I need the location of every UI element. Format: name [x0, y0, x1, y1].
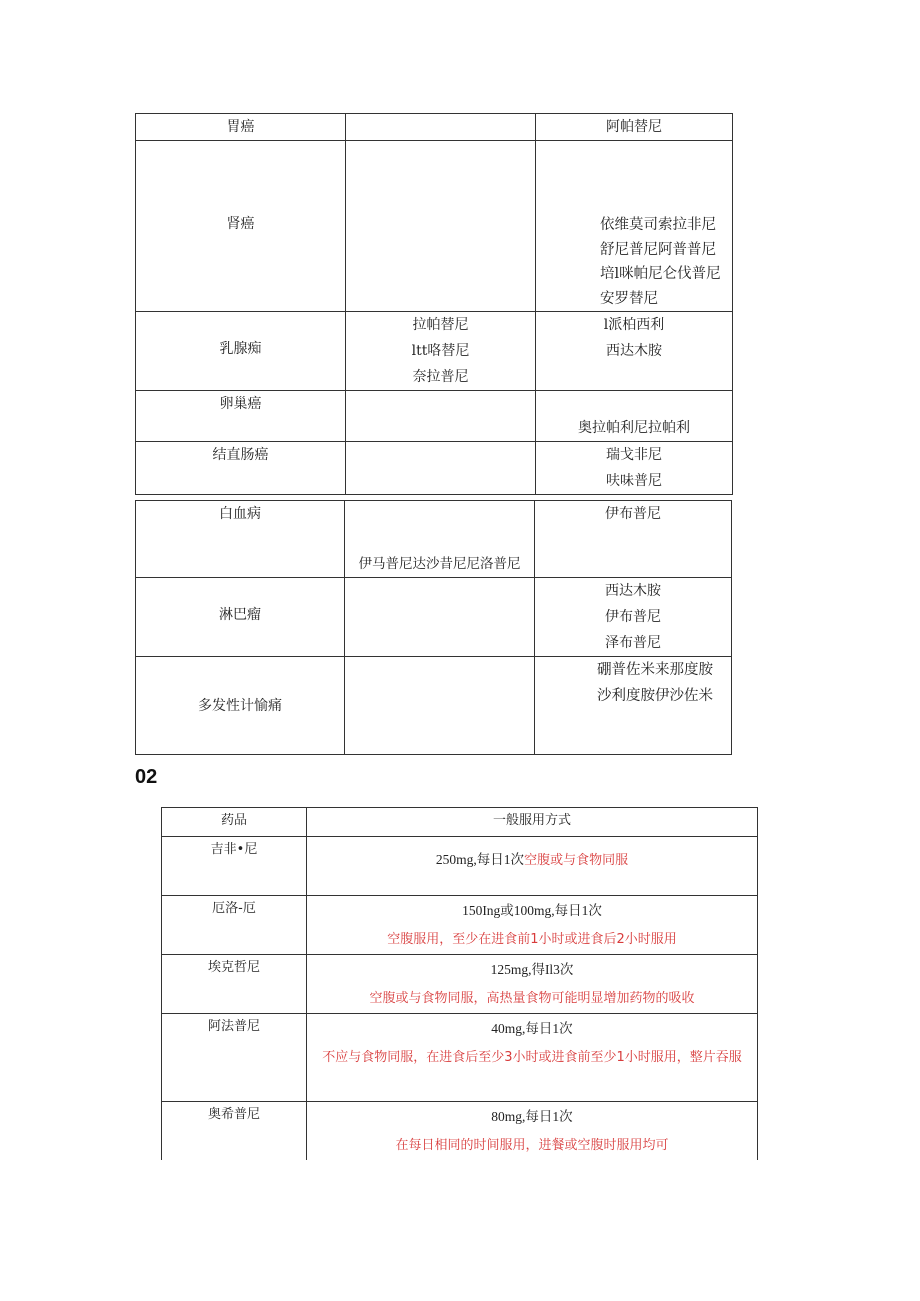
drug-name: 拉帕替尼 [412, 317, 469, 333]
table-row [136, 657, 732, 755]
header-drug [162, 808, 307, 837]
cancer-label: 淋巴瘤 [219, 607, 261, 623]
drug-cell-empty [346, 442, 536, 495]
drug-cell [346, 312, 536, 391]
table-header-row [162, 808, 758, 837]
cancer-cell [136, 141, 346, 312]
dose-text: 250mg,每日1次 [435, 852, 525, 867]
drug-cell [536, 391, 733, 442]
cancer-label: 结直肠癌 [212, 447, 269, 463]
drug-name: 奥希普尼 [207, 1107, 260, 1122]
cancer-drug-table-1 [135, 113, 733, 495]
drug-name: 舒尼普尼阿普普尼 [600, 241, 716, 258]
table-row [136, 442, 733, 495]
dose-text: 125mg,得Il3次 [490, 962, 574, 977]
cancer-cell [136, 578, 345, 657]
drug-name: 培l咪帕尼仑伐普尼 [600, 266, 721, 282]
table-row [162, 1102, 758, 1161]
drug-name: 吉非•尼 [210, 842, 258, 857]
table-row [162, 1014, 758, 1102]
drug-name: 沙利度胺伊沙佐米 [597, 688, 713, 704]
drug-cell [162, 837, 307, 896]
table-row [162, 896, 758, 955]
drug-name: 厄洛-厄 [212, 901, 256, 916]
drug-name: 伊马普尼达沙昔尼尼洛普尼 [358, 556, 521, 572]
drug-cell [535, 657, 732, 755]
table-row [136, 312, 733, 391]
drug-cell-empty [346, 114, 536, 141]
drug-name: 泽布普尼 [605, 635, 661, 651]
drug-cell [345, 501, 535, 578]
drug-name: 伊布普尼 [605, 609, 661, 625]
dosage-table [161, 807, 758, 1160]
usage-note: 空腹或与食物同服，高热量食物可能明显增加药物的吸收 [369, 991, 695, 1006]
table-row [136, 578, 732, 657]
drug-cell [162, 896, 307, 955]
drug-name: l派柏西利 [603, 317, 665, 333]
usage-cell [307, 1102, 758, 1161]
cancer-label: 白血病 [219, 506, 261, 522]
cancer-cell [136, 391, 346, 442]
drug-cell [162, 1102, 307, 1161]
drug-cell [536, 312, 733, 391]
drug-name: 阿帕替尼 [606, 119, 662, 135]
header-label: 一般服用方式 [492, 813, 571, 828]
drug-cell-empty [345, 657, 535, 755]
drug-name: 呋味普尼 [606, 473, 662, 489]
drug-cell-empty [346, 141, 536, 312]
drug-name: 埃克哲尼 [207, 960, 260, 975]
drug-name: 安罗替尼 [600, 290, 658, 307]
table-row [162, 837, 758, 896]
drug-cell [535, 501, 732, 578]
drug-cell [162, 955, 307, 1014]
header-label: 药品 [220, 813, 247, 828]
dose-text: 40mg,每日1次 [491, 1021, 573, 1036]
drug-cell [535, 578, 732, 657]
cancer-cell [136, 501, 345, 578]
cancer-label: 乳腺痴 [219, 341, 262, 357]
usage-note: 在每日相同的时间服用，进餐或空腹时服用均可 [395, 1138, 669, 1153]
table-row [136, 141, 733, 312]
drug-cell [536, 114, 733, 141]
drug-name: 奥拉帕利尼拉帕利 [578, 420, 690, 436]
drug-cell-empty [345, 578, 535, 657]
drug-name: 瑞戈非尼 [606, 447, 662, 463]
cancer-cell [136, 442, 346, 495]
cancer-cell [136, 312, 346, 391]
cancer-cell [136, 657, 345, 755]
usage-cell [307, 837, 758, 896]
usage-note: 不应与食物同服，在进食后至少3小时或进食前至少1小时服用，整片吞服 [322, 1050, 742, 1065]
drug-name: 奈拉普尼 [412, 369, 469, 385]
table-row [136, 391, 733, 442]
drug-name: ltt咯替尼 [411, 343, 470, 359]
table-row [162, 955, 758, 1014]
drug-name: 阿法普尼 [207, 1019, 260, 1034]
usage-cell [307, 896, 758, 955]
cancer-label: 多发性计愉痛 [198, 698, 282, 714]
drug-cell-empty [346, 391, 536, 442]
drug-name: 硼普佐米来那度胺 [597, 662, 713, 678]
table-row [136, 114, 733, 141]
drug-name: 依维莫司索拉非尼 [600, 217, 716, 233]
cancer-label: 胃癌 [226, 119, 255, 135]
cancer-cell [136, 114, 346, 141]
cancer-label: 卵巢癌 [219, 396, 262, 412]
header-usage [307, 808, 758, 837]
cancer-drug-table-2 [135, 500, 732, 755]
drug-name: 西达木胺 [606, 343, 662, 359]
usage-note: 空腹服用，至少在进食前1小时或进食后2小时服用 [387, 932, 677, 947]
drug-name: 西达木胺 [605, 583, 661, 599]
dose-text: 150Ing或100mg,每日1次 [462, 903, 602, 918]
drug-cell [536, 141, 733, 312]
table-row [136, 501, 732, 578]
section-heading: 02 [135, 766, 158, 788]
usage-cell [307, 955, 758, 1014]
cancer-label: 肾癌 [226, 216, 255, 232]
usage-cell [307, 1014, 758, 1102]
dose-text: 80mg,每日1次 [491, 1109, 573, 1124]
drug-cell [536, 442, 733, 495]
drug-name: 伊布普尼 [605, 506, 661, 522]
drug-cell [162, 1014, 307, 1102]
usage-note: 空腹或与食物同服 [524, 853, 629, 868]
